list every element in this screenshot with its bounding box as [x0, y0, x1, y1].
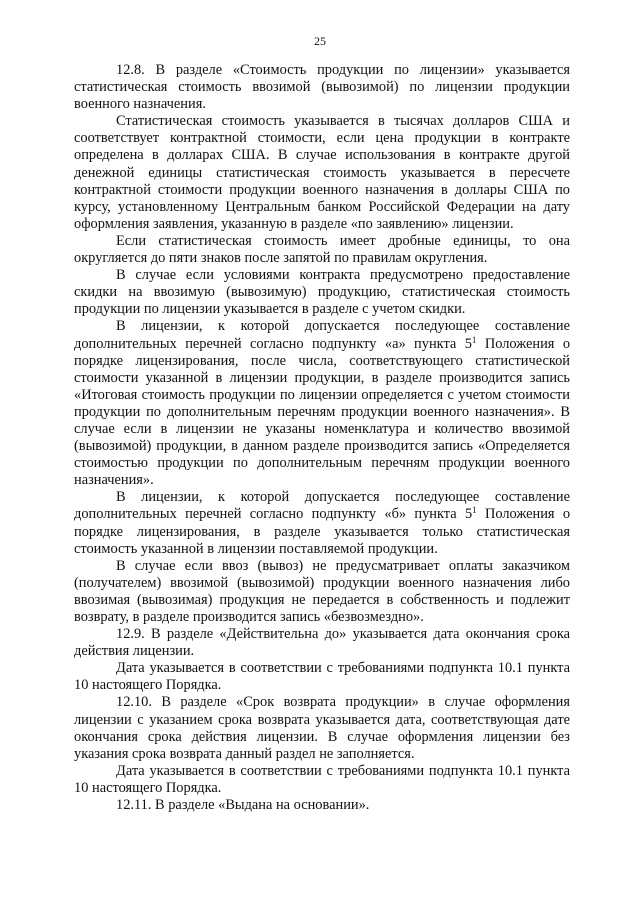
paragraph-additional-lists-a	[74, 318, 570, 489]
paragraph-date-requirements: Дата указывается в соответствии с требованиями подпункта 10.1 пункта 10 настоящего Порядка.	[74, 660, 570, 694]
footnote-superscript: 1	[471, 334, 477, 345]
paragraph-12-8: 12.8. В разделе «Стоимость продукции по лицензии» указывается статистическая стоимость ввозимой (вывозимой) по лицензии продукции военного назначения.	[74, 62, 570, 113]
paragraph-free-of-charge: В случае если ввоз (вывоз) не предусматривает оплаты заказчиком (получателем) ввозимой (вывозимой) продукции военного назначения либо ввозимая (вывозимая) продукция не передается в собственность и подлежит возврату, в разделе производится запись «безвозмездно».	[74, 557, 570, 625]
document-body	[74, 62, 570, 814]
paragraph-date-requirements-2: Дата указывается в соответствии с требованиями подпункта 10.1 пункта 10 настоящего Порядка.	[74, 762, 570, 796]
paragraph-12-9: 12.9. В разделе «Действительна до» указывается дата окончания срока действия лицензии.	[74, 626, 570, 660]
paragraph-12-10: 12.10. В разделе «Срок возврата продукции» в случае оформления лицензии с указанием срока возврата указывается дата, соответствующая дате окончания срока действия лицензии. В случае оформления лицензии без указания срока возврата данный раздел не заполняется.	[74, 694, 570, 762]
paragraph-12-11: 12.11. В разделе «Выдана на основании».	[116, 797, 370, 814]
paragraph-text-start: В лицензии, к которой допускается последующее составление дополнительных перечней согласно подпункту «б» пункта 5	[74, 489, 570, 523]
paragraph-text-end: Положения о порядке лицензирования, в разделе указывается только статистическая стоимость указанной в лицензии поставляемой продукции.	[74, 506, 571, 557]
paragraph-text-start: В лицензии, к которой допускается последующее составление дополнительных перечней согласно подпункту «а» пункта 5	[74, 318, 570, 352]
page-number: 25	[314, 34, 326, 48]
footnote-superscript: 1	[472, 505, 477, 516]
paragraph-additional-lists-b	[74, 489, 570, 557]
paragraph-discount: В случае если условиями контракта предусмотрено предоставление скидки на ввозимую (вывозимую) продукцию, статистическая стоимость продукции по лицензии указывается в разделе с учетом скидки.	[74, 267, 570, 318]
paragraph-rounding: Если статистическая стоимость имеет дробные единицы, то она округляется до пяти знаков после запятой по правилам округления.	[74, 232, 570, 267]
paragraph-statistical-value: Статистическая стоимость указывается в тысячах долларов США и соответствует контрактной стоимости, если цена продукции в контракте определена в долларах США. В случае использования в контракте другой денежной единицы статистическая стоимость указывается в пересчете контрактной стоимости продукции военного назначения в доллары США по курсу, установленному Центральным банком Российской Федерации на дату оформления заявления, указанную в разделе «по заявлению» лицензии.	[74, 113, 570, 232]
paragraph-text-end: Положения о порядке лицензирования, после числа, соответствующего статистической стоимости указанной в лицензии продукции, в разделе производится запись «Итоговая стоимость продукции по лицензии определяется с учетом стоимости продукции по дополнительным перечням продукции военного назначения». В случае если в лицензии не указаны номенклатура и количество ввозимой (вывозимой) продукции, в данном разделе производится запись «Определяется стоимостью продукции по дополнительным перечням продукции военного назначения».	[74, 335, 571, 489]
